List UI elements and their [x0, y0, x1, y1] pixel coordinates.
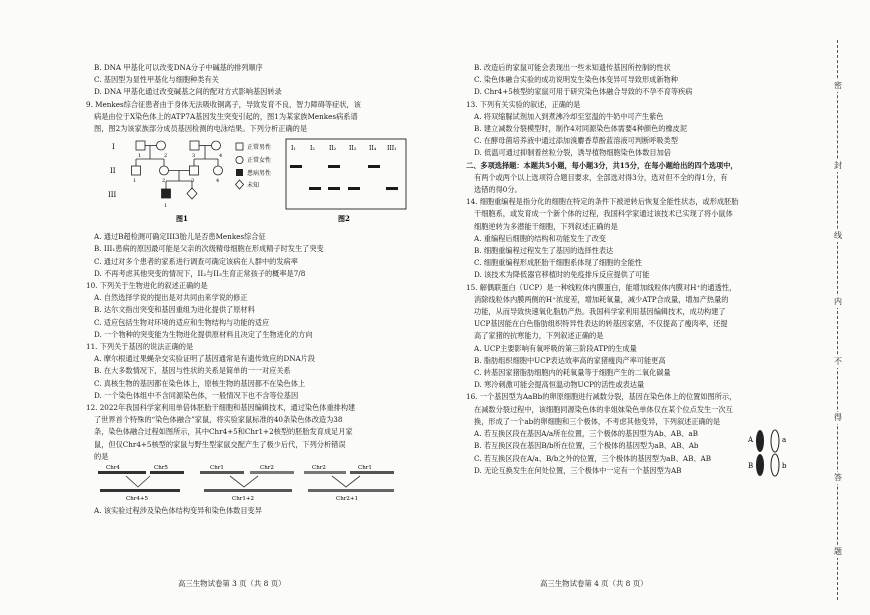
figure-1-label: 图1 — [176, 214, 188, 224]
text-line: 15. 解偶联蛋白（UCP）是一种线粒体内膜蛋白，能增加线粒体内膜对H⁺的通透性， — [466, 282, 737, 292]
svg-text:未知: 未知 — [247, 182, 260, 190]
text-line: C. 真核生物的基因都在染色体上，原核生物的基因都不在染色体上 — [94, 378, 306, 388]
chromosome-bar — [250, 471, 294, 474]
q8-tail — [86, 62, 446, 135]
svg-text:患病男性: 患病男性 — [247, 170, 272, 178]
gel-band — [309, 187, 321, 190]
gel-lane-label: II₂ — [329, 145, 337, 153]
section-heading: 二、多项选择题：本题共5小题，每小题3分，共15分，在每小题给出的四个选项中， — [466, 160, 738, 170]
gen-label: III — [108, 191, 117, 200]
svg-text:正常女性: 正常女性 — [247, 157, 272, 165]
seal-char: 答 — [831, 472, 845, 484]
text-line: A. 自然选择学说的提出是对共同由来学说的修正 — [94, 293, 248, 303]
gen-label: II — [110, 167, 116, 176]
right-column — [466, 62, 806, 477]
text-line: B. 脂肪组织细胞中UCP表达效率高的家猪瘦肉产率可能更高 — [474, 355, 666, 365]
svg-text:Chr1: Chr1 — [210, 465, 224, 472]
svg-text:4: 4 — [219, 153, 223, 160]
svg-text:Chr4: Chr4 — [106, 465, 120, 472]
pedigree-and-gel-figure — [86, 137, 446, 229]
pedigree-female-normal — [214, 166, 223, 175]
text-line: 干细胞系，或发育成一个新个体的过程，我国科学家通过该技术已实现了将小鼠体 — [474, 209, 733, 219]
chromosome-fusion-svg — [86, 463, 426, 503]
gel-band — [348, 187, 360, 190]
text-line: C. 细胞重编程形成胚胎干细胞系体现了细胞的全能性 — [474, 258, 642, 268]
seal-char: 封 — [831, 160, 845, 172]
text-line: 有两个或两个以上选项符合题目要求，全部选对得3分，选对但不全的得1分，有 — [474, 172, 728, 182]
text-line: 换，形成了一个ab的卵细胞和三个极体，不考虑其他变异，下列叙述正确的是 — [474, 416, 721, 426]
text-line: 14. 细胞重编程是指分化的细胞在特定的条件下被逆转后恢复全能性状态，或形成胚胎 — [466, 197, 739, 207]
pedigree-male-normal — [190, 141, 199, 150]
pedigree-male-affected — [162, 189, 171, 198]
text-line: B. 达尔文指出突变和基因重组为进化提供了原材料 — [94, 305, 255, 315]
seal-char: 得 — [831, 412, 845, 424]
svg-text:A: A — [748, 436, 754, 445]
chromosome-bar — [150, 471, 184, 474]
svg-text:1: 1 — [164, 203, 168, 210]
text-line: UCP基因能在白色脂肪组织特异性表达的转基因家猪，不仅提高了瘦肉率，还提 — [474, 319, 728, 329]
q10-q12 — [86, 280, 446, 463]
svg-text:Chr1+2: Chr1+2 — [232, 496, 254, 503]
text-line: B. 改造后的家鼠可能会表现出一些未知遗传基因所控制的性状 — [474, 63, 671, 72]
chromosome-bar — [204, 489, 292, 492]
text-line: D. 一个染色体组中不含同源染色体，一般情况下也不含等位基因 — [94, 390, 299, 400]
svg-text:Chr2: Chr2 — [312, 465, 326, 472]
seal-char: 线 — [831, 230, 845, 242]
seal-dashed-line — [837, 40, 838, 600]
text-line: 图，图2为该家族部分成员基因检测的电泳结果。下列分析正确的是 — [94, 124, 308, 134]
text-line: D. 低温可通过抑制着丝粒分裂，诱导植物细胞染色体数目加倍 — [474, 148, 671, 158]
text-line: 12. 2022年我国科学家利用单倍体胚胎干细胞和基因编辑技术，通过染色体重排构建 — [86, 403, 356, 413]
svg-text:3: 3 — [191, 178, 195, 185]
svg-text:2: 2 — [164, 153, 168, 160]
chromatid — [756, 430, 764, 452]
text-line: 高了家猪的抗寒能力，下列叙述正确的是 — [474, 331, 604, 341]
figure-2-label: 图2 — [338, 214, 350, 224]
svg-text:1: 1 — [138, 153, 142, 160]
text-line: B. DNA 甲基化可以改变DNA分子中碱基的排列顺序 — [94, 63, 263, 72]
svg-text:3: 3 — [192, 153, 196, 160]
text-line: 10. 下列关于生物进化的叙述正确的是 — [86, 281, 208, 291]
q9-options — [86, 231, 446, 280]
chromatid — [771, 454, 779, 476]
text-line: B. 建立减数分裂模型时，制作4对同源染色体需要4种颜色的橡皮泥 — [474, 124, 688, 134]
text-line: D. 不再考虑其他突变的情况下，II₂与II₃生育正常孩子的概率是7/8 — [94, 268, 306, 278]
left-column — [86, 62, 446, 521]
text-line: A. 若互换区段在基因A/a所在位置，三个极体的基因型为Ab、AB、aB — [474, 429, 698, 439]
q9-figures — [86, 137, 446, 229]
footer-right: 高三生物试卷第 4 页（共 8 页） — [540, 579, 648, 588]
legend-male-affected-icon — [236, 169, 243, 176]
gel-lane-label: II₄ — [369, 145, 377, 153]
svg-text:Chr2: Chr2 — [260, 465, 274, 472]
text-line: C. 适应包括生物对环境的适应和生物结构与功能的适应 — [94, 317, 270, 327]
text-line: B. III₁患病的原因最可能是父亲的次级精母细胞在形成精子时发生了突变 — [94, 244, 324, 254]
text-line: D. 无论互换发生在何处位置，三个极体中一定有一个基因型为AB — [474, 465, 682, 475]
chromosome-bar — [100, 489, 180, 492]
gel-band — [328, 187, 340, 190]
footer-left: 高三生物试卷第 3 页（共 8 页） — [178, 579, 286, 588]
seal-char: 密 — [831, 80, 845, 92]
pedigree-unknown — [187, 188, 197, 199]
text-line: 16. 一个基因型为AaBb的卵原细胞进行减数分裂，基因在染色体上的位置如图所示， — [466, 392, 737, 402]
chromosome-fusion-figure — [86, 463, 446, 521]
svg-text:Chr5: Chr5 — [154, 465, 168, 472]
svg-text:Chr1: Chr1 — [358, 465, 372, 472]
text-line: A. 摩尔根通过果蝇杂交实验证明了基因通常是有遗传效应的DNA片段 — [94, 354, 316, 364]
chromosome-bar — [304, 471, 346, 474]
text-line: C. 染色体融合实验的成功说明发生染色体变异可导致形成新物种 — [474, 75, 678, 85]
text-line: B. 若互换区段在基因B/b所在位置，三个极体的基因型为aB、AB、Ab — [474, 441, 699, 451]
text-line: D. 该技术为降低器官移植时的免疫排斥反应提供了可能 — [474, 270, 650, 280]
gel-band — [290, 165, 302, 168]
text-line: A. 通过B超检测可确定III3胎儿是否患Menkes综合征 — [94, 232, 266, 242]
text-line: D. 一个物种的突变能为生物进化提供原材料且决定了生物进化的方向 — [94, 329, 313, 339]
text-line: D. DNA 甲基化通过改变碱基之间的配对方式影响基因转录 — [94, 87, 282, 97]
text-line: 了世界首个特殊的“染色体融合”家鼠，将实验家鼠标准的40条染色体改造为38 — [94, 415, 343, 425]
text-line: B. 在大多数情况下，基因与性状的关系是简单的一一对应关系 — [94, 366, 291, 376]
chromosome-bar — [200, 471, 244, 474]
pedigree-male-normal — [136, 141, 145, 150]
pedigree-female-normal — [157, 141, 166, 150]
legend-unknown-icon — [236, 180, 244, 189]
text-line: D. Chr4+5核型的家鼠可用于研究染色体融合导致的不孕不育等疾病 — [474, 87, 693, 97]
chromosome-bar — [350, 471, 394, 474]
text-line: B. 细胞重编程过程发生了基因的选择性表达 — [474, 246, 614, 256]
text-line: 病是由位于X染色体上的ATP7A基因发生突变引起的，图1为某家族Menkes病系谱 — [94, 111, 358, 121]
text-line: A. 重编程后细胞的结构和功能发生了改变 — [474, 233, 606, 243]
pedigree-female-normal — [160, 166, 169, 175]
chromosome-gene-figure — [742, 428, 792, 478]
chromosome-bar — [308, 489, 394, 492]
seal-char: 内 — [831, 296, 845, 308]
text-line: 选错的得0分。 — [474, 185, 522, 195]
text-line: 9. Menkes综合征患者由于身体无法吸收铜离子，导致发育不良、智力障碍等症状，该 — [86, 99, 361, 109]
text-line: C. 在酵母菌培养液中通过添加溴麝香草酚蓝溶液可判断呼吸类型 — [474, 136, 678, 146]
text-line: 消除线粒体内膜两侧的H⁺浓度差，增加耗氧量，减少ATP合成量，增加产热量的 — [474, 294, 729, 304]
pedigree-male-normal — [190, 166, 199, 175]
svg-text:a: a — [782, 436, 787, 445]
gel-band — [328, 165, 340, 168]
gen-label: I — [112, 143, 115, 152]
svg-text:Chr2+1: Chr2+1 — [336, 496, 358, 503]
gel-lane-label: I₂ — [310, 145, 315, 153]
gel-lane-label: III₁ — [387, 145, 397, 153]
text-line: 功能，从而导致快速氧化脂肪产热。我国科学家利用基因编辑技术，成功构建了 — [474, 307, 726, 317]
gel-band — [386, 187, 398, 190]
pedigree-male-normal — [132, 166, 141, 175]
text-line: C. 若互换区段在A/a、B/b之外的位置，三个极体的基因型为aB、AB、AB — [474, 453, 712, 463]
chromatid — [771, 430, 779, 452]
chromatid — [756, 454, 764, 476]
text-line: A. UCP主要影响有氧呼吸的第三阶段ATP的生成量 — [474, 343, 637, 353]
text-line: 在减数分裂过程中，该细胞同源染色体的非姐妹染色单体仅在某个位点发生一次互 — [474, 404, 733, 414]
text-line: 的是 — [94, 451, 109, 461]
text-line: C. 通过对多个患者的家系进行调查可确定该病在人群中的发病率 — [94, 256, 298, 266]
svg-text:Chr4+5: Chr4+5 — [126, 496, 148, 503]
text-line: A. 将双缩脲试剂加入到煮沸冷却至室温的牛奶中可产生紫色 — [474, 111, 664, 121]
text-line: 11. 下列关于基因的说法正确的是 — [86, 342, 194, 352]
gel-lane-label: II₃ — [349, 145, 357, 153]
svg-text:正常男性: 正常男性 — [247, 144, 272, 152]
svg-text:b: b — [782, 462, 787, 471]
seal-char: 题 — [831, 546, 845, 558]
text-line: 条，染色体融合过程如图所示，其中Chr4+5和Chr1+2核型的胚胎发育成足月家 — [94, 427, 353, 437]
gel-lane-label: I₁ — [291, 145, 296, 153]
seal-line — [823, 40, 853, 600]
text-line: D. 寒冷刺激可能会提高恒温动物UCP的活性或表达量 — [474, 380, 645, 390]
gel-band — [368, 165, 380, 168]
text-line: 细胞逆转为多潜能干细胞，下列叙述正确的是 — [474, 221, 618, 231]
svg-text:2: 2 — [162, 178, 166, 185]
legend-female-normal-icon — [236, 157, 243, 164]
text-line: C. 基因型为显性甲基化与细胞种类有关 — [94, 75, 219, 85]
pedigree-female-normal — [212, 141, 221, 150]
legend-male-normal-icon — [236, 143, 243, 150]
text-line: 鼠，但仅Chr4+5核型的家鼠与野生型家鼠交配产生了极少后代，下列分析错误 — [94, 439, 346, 449]
text-line: 13. 下列有关实验的叙述，正确的是 — [466, 99, 581, 109]
svg-text:4: 4 — [216, 178, 220, 185]
text-line: C. 转基因家猪脂肪细胞内的耗氧量等于细胞产生的二氧化碳量 — [474, 368, 671, 378]
chromosome-bar — [98, 471, 146, 474]
svg-text:1: 1 — [133, 178, 137, 185]
svg-text:B: B — [748, 462, 754, 471]
q16-options-with-figure — [466, 428, 806, 477]
text-line: A. 该实验过程涉及染色体结构变异和染色体数目变异 — [94, 506, 262, 516]
seal-char: 不 — [831, 356, 845, 368]
